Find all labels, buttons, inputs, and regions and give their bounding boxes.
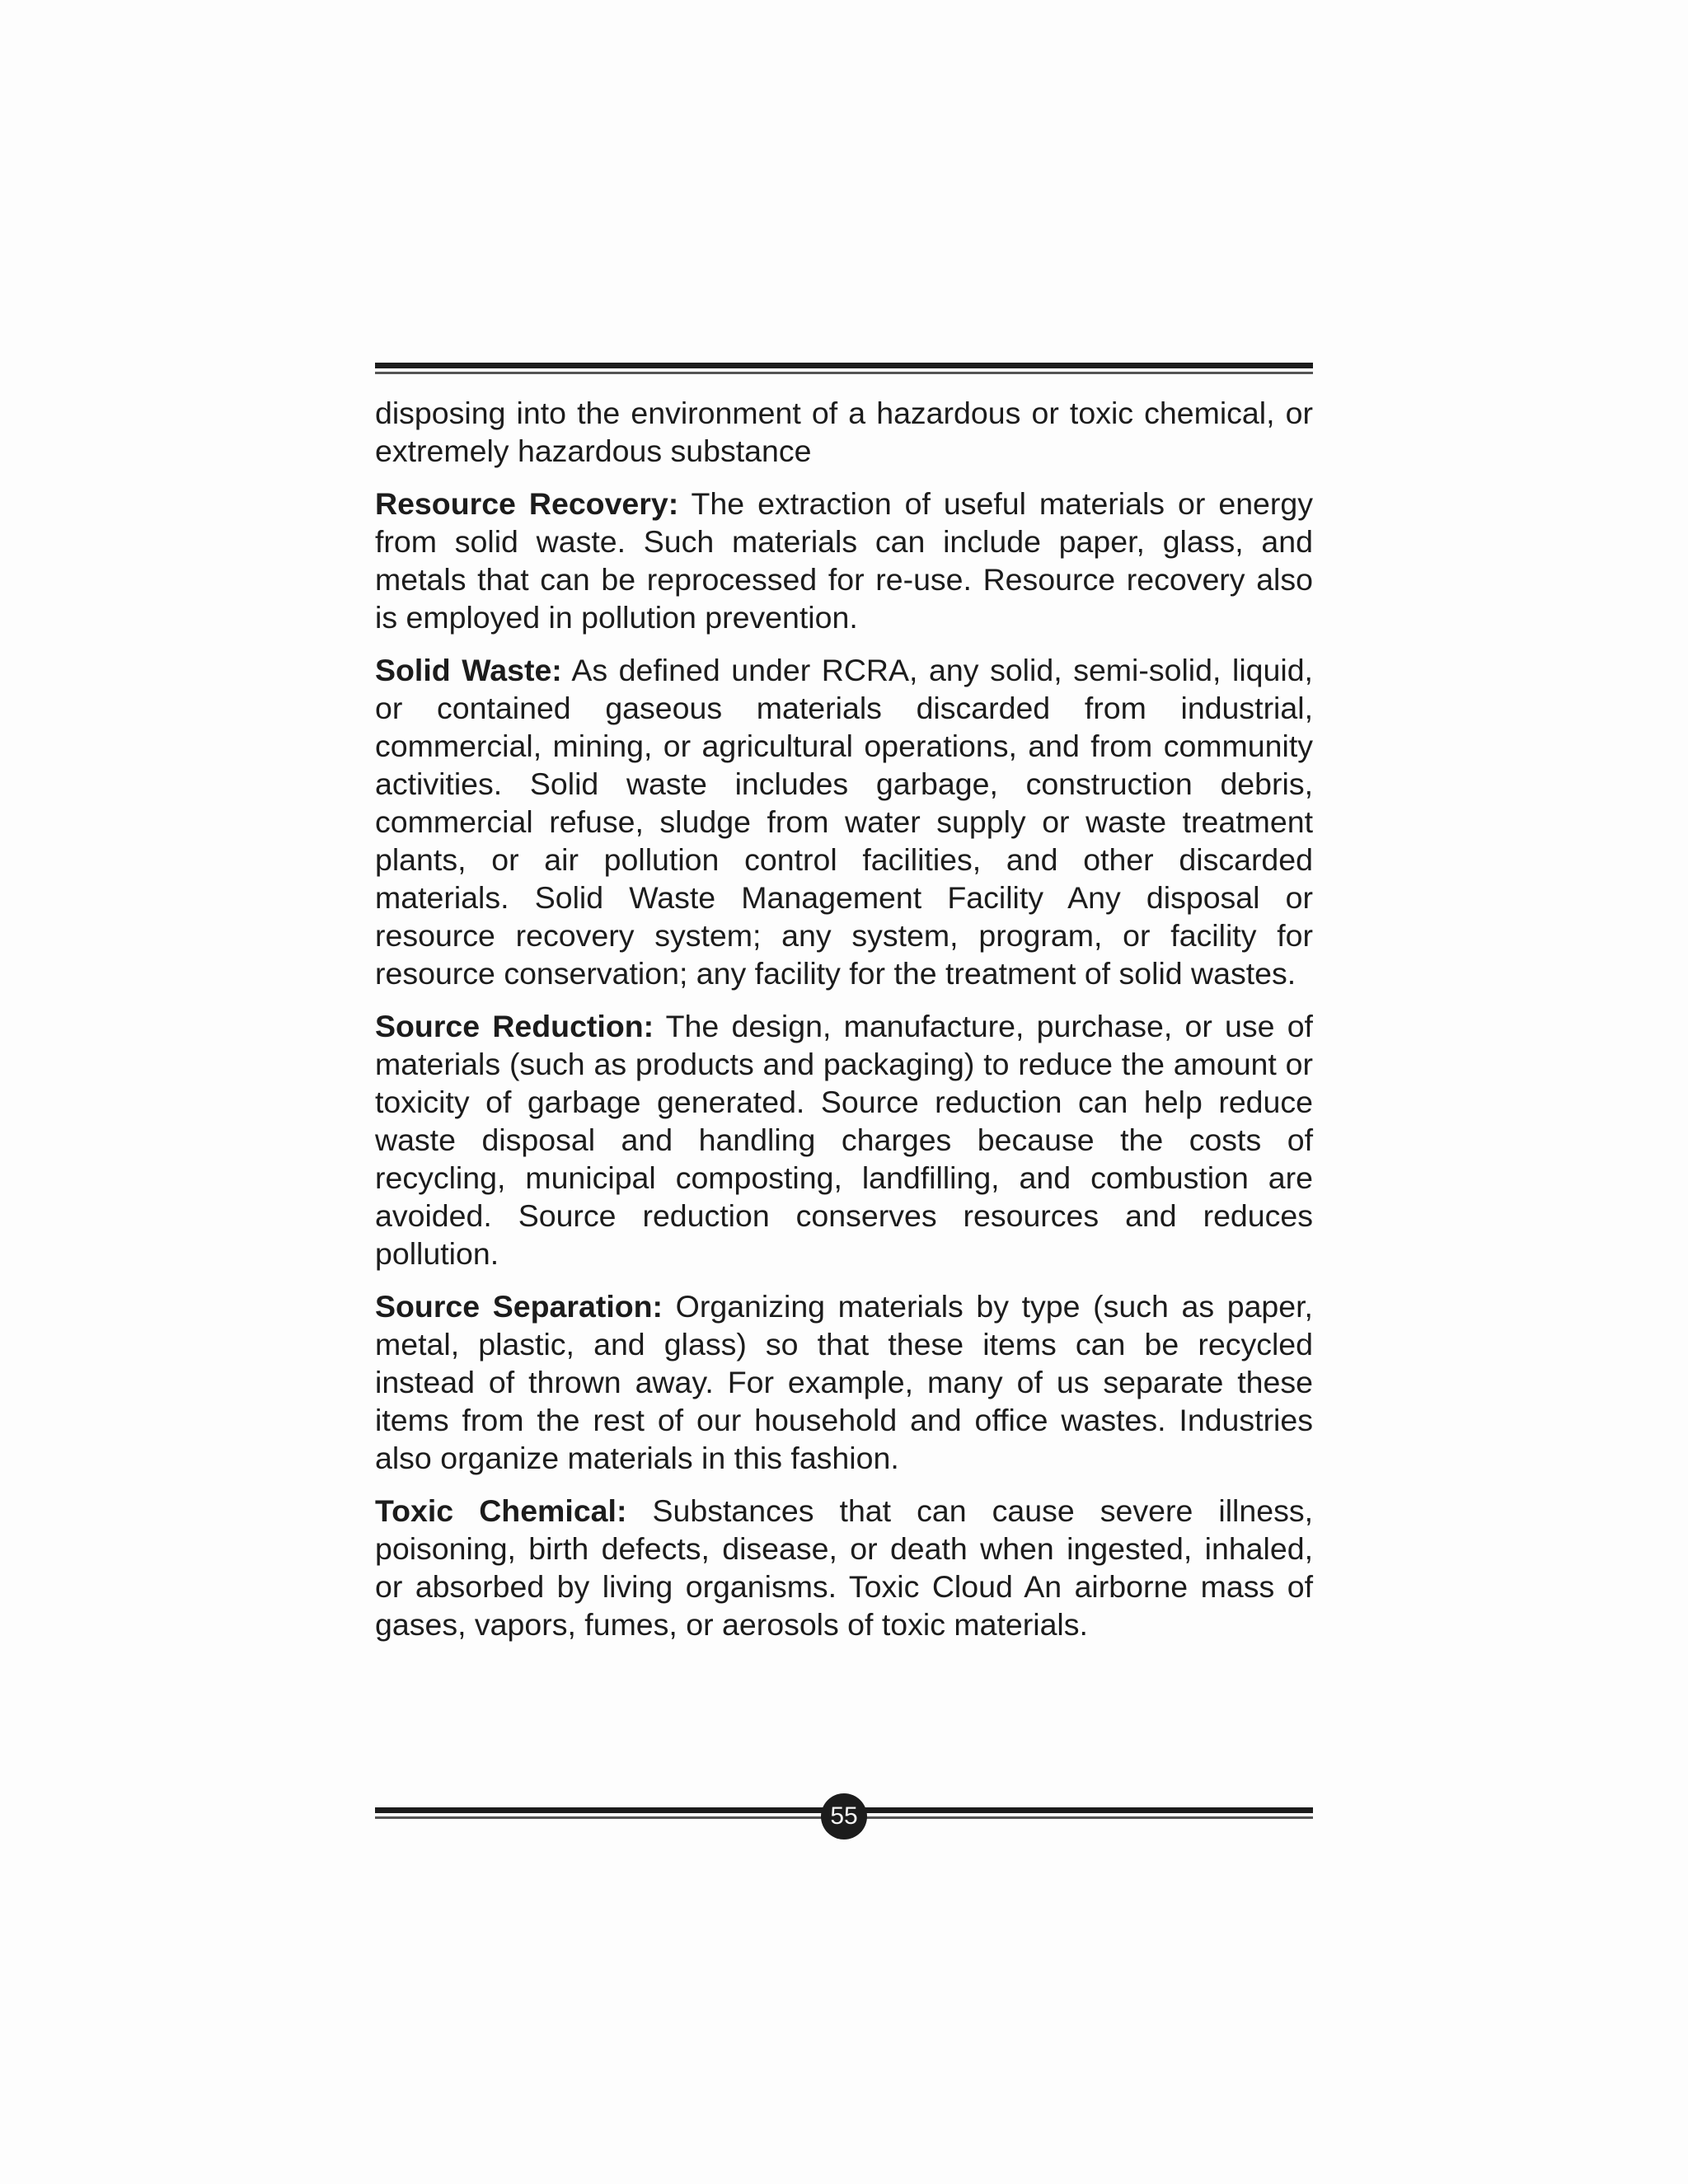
- entry-text: disposing into the environment of a hazardous or toxic chemical, or extremely hazardous substance: [375, 396, 1313, 468]
- entry-term: Source Separation:: [375, 1289, 663, 1324]
- entry-term: Solid Waste:: [375, 653, 562, 687]
- page-number: 55: [821, 1793, 867, 1840]
- entry-text: Organizing materials by type (such as paper, metal, plastic, and glass) so that these items can be recycled instead of thrown away. For example, many of us separate these items from the rest of our household and office wastes. Industries also organize materials in this fashion.: [375, 1289, 1313, 1475]
- glossary-body: [375, 394, 1313, 1658]
- glossary-entry-solid-waste: [375, 651, 1313, 992]
- entry-text: Substances that can cause severe illness, poisoning, birth defects, disease, or death when ingested, inhaled, or absorbed by living organisms. Toxic Cloud An airborne mass of gases, vapors, fumes, or aerosols of toxic materials.: [375, 1493, 1313, 1642]
- header-rule-thick: [375, 363, 1313, 368]
- glossary-entry-continuation: [375, 394, 1313, 470]
- glossary-entry-source-reduction: [375, 1007, 1313, 1272]
- entry-term: Resource Recovery:: [375, 486, 679, 521]
- entry-text: The extraction of useful materials or energy from solid waste. Such materials can include paper, glass, and metals that can be reprocessed for re-use. Resource recovery also is employed in pollution prevention.: [375, 486, 1313, 635]
- glossary-entry-resource-recovery: [375, 485, 1313, 636]
- entry-term: Source Reduction:: [375, 1009, 654, 1043]
- glossary-entry-toxic-chemical: [375, 1492, 1313, 1643]
- header-rule: [375, 363, 1313, 374]
- entry-text: As defined under RCRA, any solid, semi-solid, liquid, or contained gaseous materials discarded from industrial, commercial, mining, or agricultural operations, and from community activities. Solid waste includes garbage, construction debris, commercial refuse, sludge from water supply or waste treatment plants, or air pollution control facilities, and other discarded materials. Solid Waste Management Facility Any disposal or resource recovery system; any system, program, or facility for resource conservation; any facility for the treatment of solid wastes.: [375, 653, 1313, 991]
- header-rule-thin: [375, 372, 1313, 374]
- page-footer: [375, 1793, 1313, 1836]
- glossary-entry-source-separation: [375, 1287, 1313, 1477]
- entry-term: Toxic Chemical:: [375, 1493, 627, 1528]
- entry-text: The design, manufacture, purchase, or use of materials (such as products and packaging) to reduce the amount or toxicity of garbage generated. Source reduction can help reduce waste disposal and handling charges because the costs of recycling, municipal composting, landfilling, and combustion are avoided. Source reduction conserves resources and reduces pollution.: [375, 1009, 1313, 1271]
